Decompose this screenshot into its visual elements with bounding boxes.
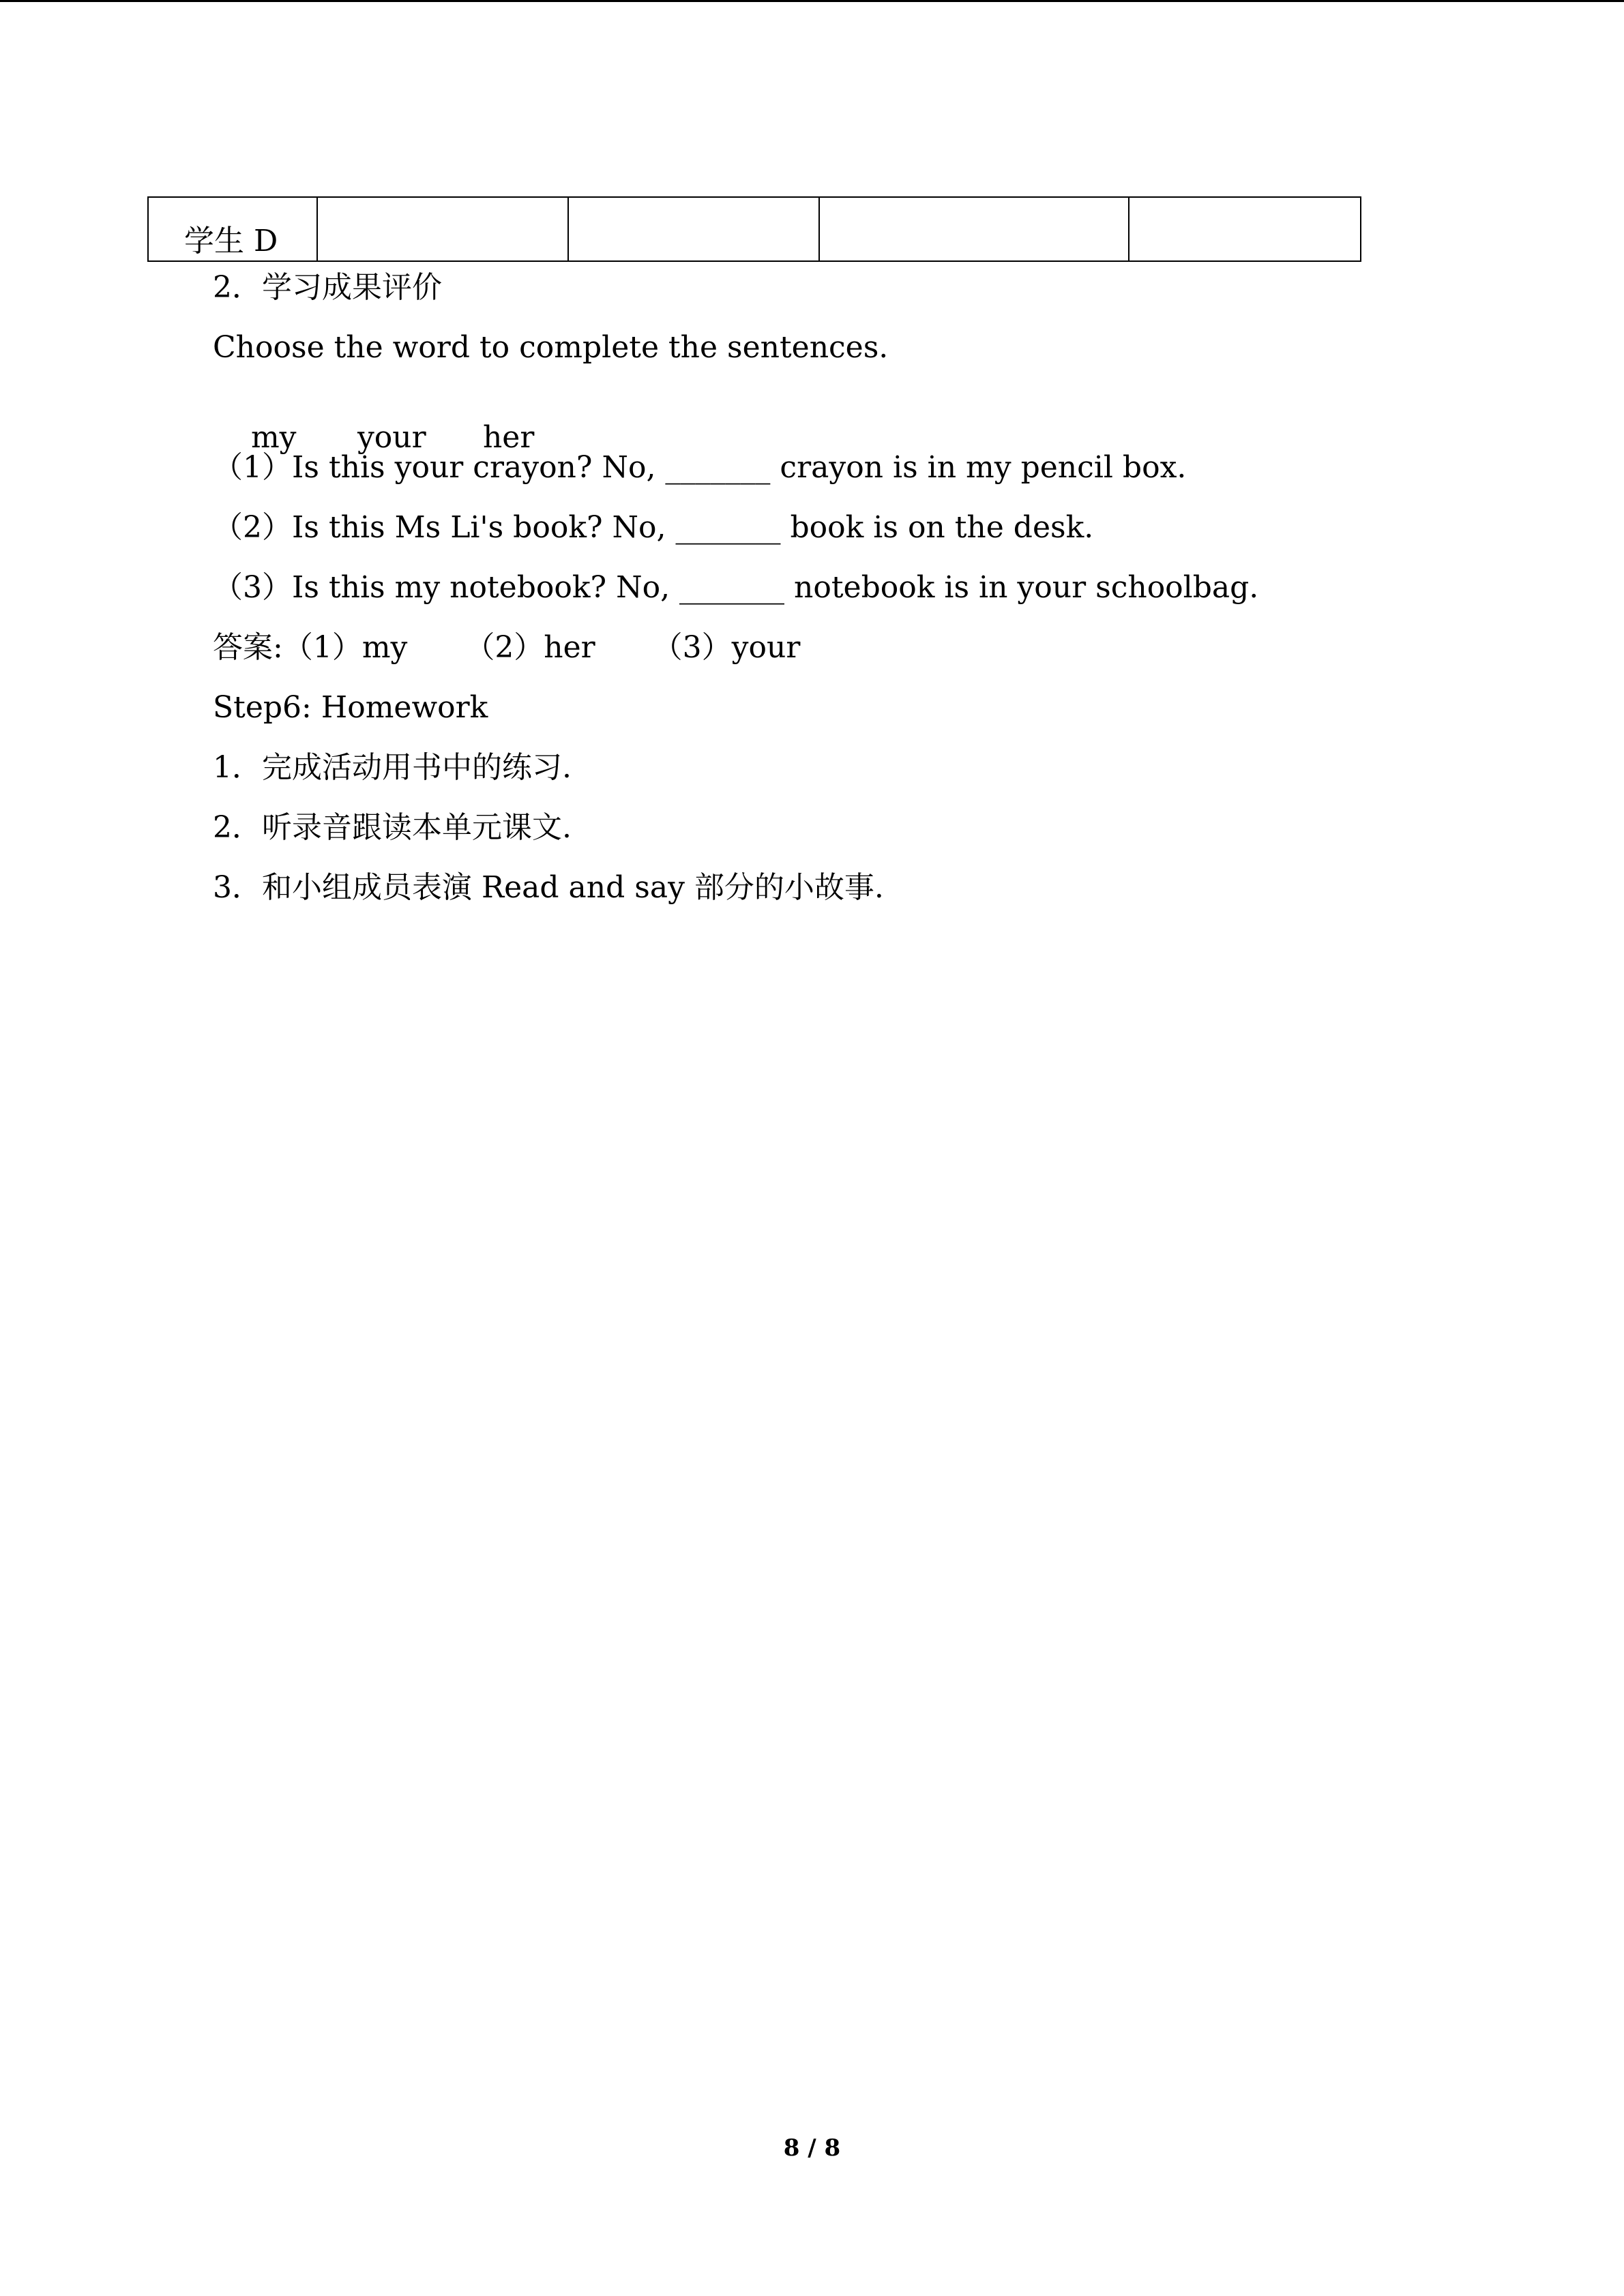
question-2: （2）Is this Ms Li's book? No, _______ book is on the desk. [213, 510, 1094, 545]
top-border [0, 0, 1624, 2]
document-body [213, 270, 1509, 933]
word-bank [213, 393, 1509, 455]
table-cell [819, 197, 1129, 261]
homework-item-3: 3．和小组成员表演 Read and say 部分的小故事. [213, 870, 884, 905]
question-3: （3）Is this my notebook? No, _______ notebook is in your schoolbag. [213, 570, 1259, 605]
homework-title: Step6: Homework [213, 690, 488, 725]
table-cell [317, 197, 568, 261]
evaluation-table [147, 196, 1361, 262]
word-bank-item: my [250, 420, 297, 455]
word-bank-item: her [482, 420, 535, 455]
answer-line: 答案:（1）my （2）her （3）your [213, 630, 801, 665]
word-bank-item: your [357, 420, 426, 455]
table-cell [568, 197, 819, 261]
table-row [148, 197, 1361, 261]
question-1: （1）Is this your crayon? No, _______ crayon is in my pencil box. [213, 450, 1187, 485]
homework-item-1: 1．完成活动用书中的练习. [213, 750, 572, 785]
section-title: 2．学习成果评价 [213, 270, 442, 305]
student-label-cell: 学生 D [148, 197, 317, 261]
page-number: 8 / 8 [783, 2134, 841, 2162]
homework-item-2: 2．听录音跟读本单元课文. [213, 810, 572, 845]
table-cell [1129, 197, 1361, 261]
instruction-text: Choose the word to complete the sentences. [213, 330, 889, 365]
